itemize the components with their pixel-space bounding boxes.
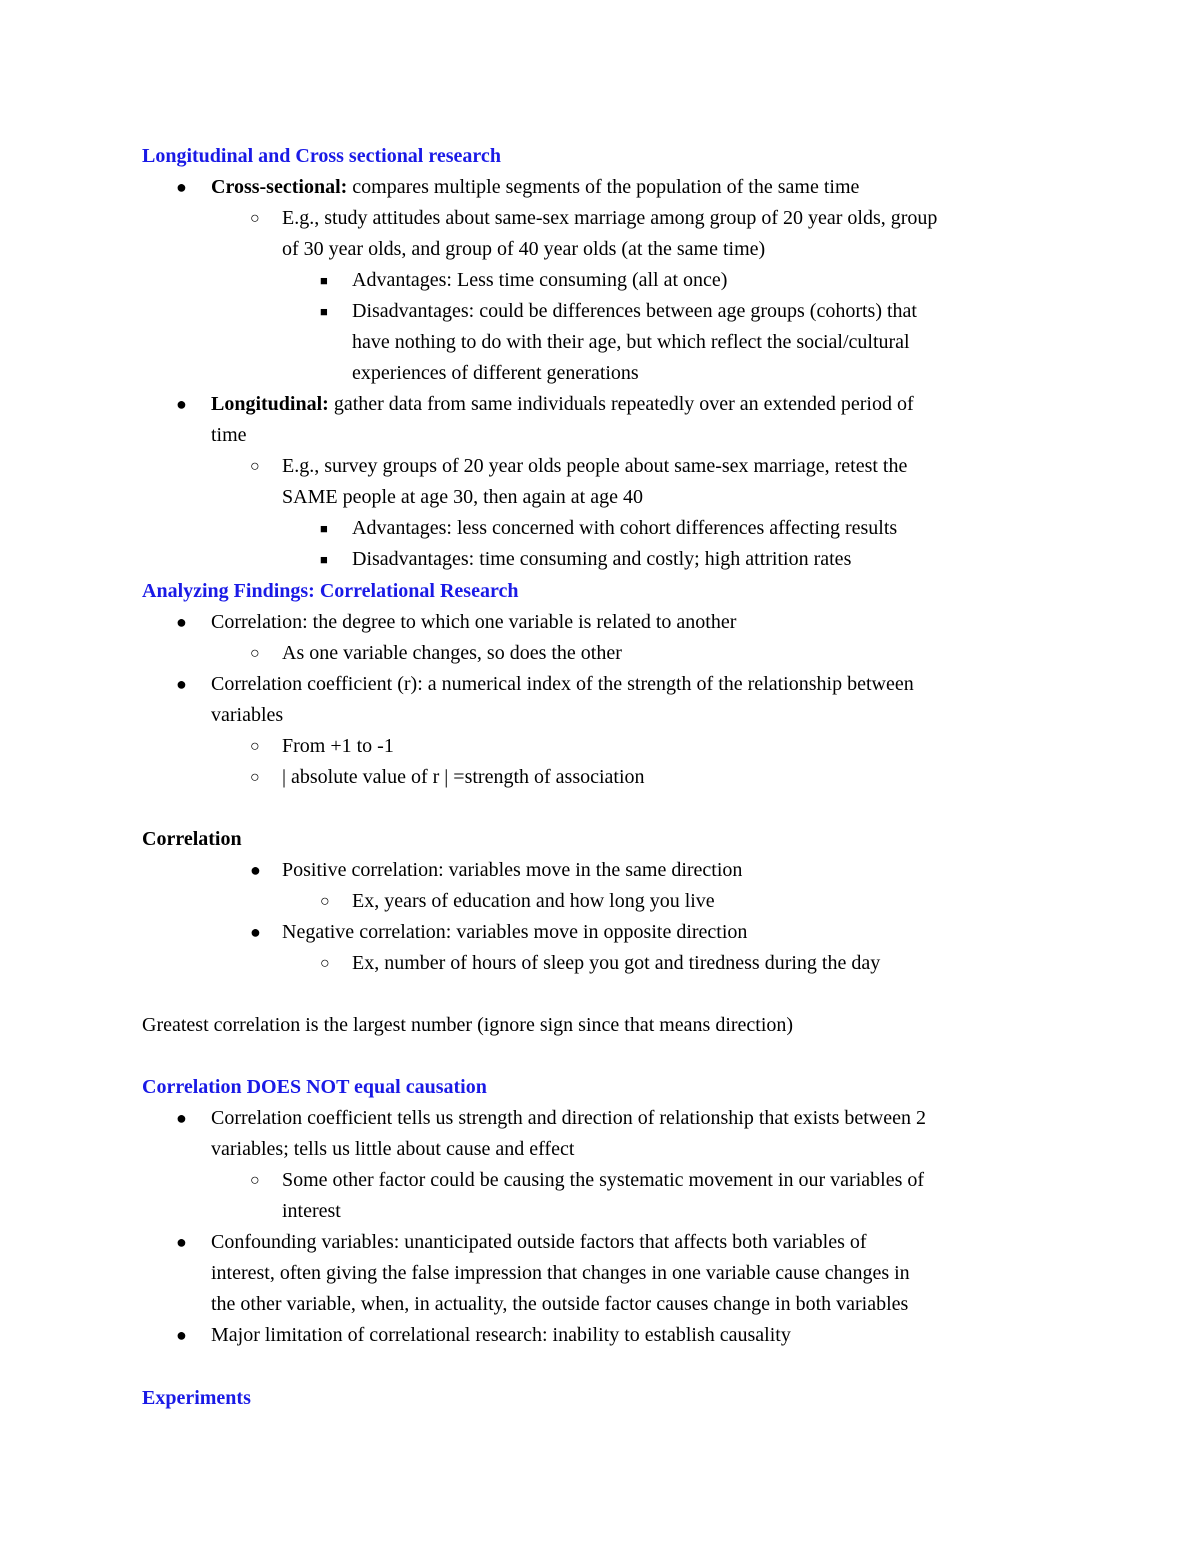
bullet-circle-icon: ○ [250, 458, 260, 475]
cross-sectional-item [211, 172, 859, 203]
longitudinal-example-line-2: SAME people at age 30, then again at age 40 [282, 486, 643, 508]
bullet-circle-icon: ○ [320, 955, 330, 972]
heading-correlational-research: Analyzing Findings: Correlational Research [142, 580, 519, 602]
correlation-definition: Correlation: the degree to which one variable is related to another [211, 611, 737, 633]
bullet-disc-icon: ● [250, 922, 261, 942]
coefficient-strength-line-1: Correlation coefficient tells us strength and direction of relationship that exists between 2 [211, 1107, 926, 1129]
bullet-disc-icon: ● [176, 612, 187, 632]
cross-sectional-disadvantages-line-3: experiences of different generations [352, 362, 639, 384]
heading-correlation: Correlation [142, 828, 242, 850]
bullet-square-icon: ■ [320, 273, 328, 288]
longitudinal-def-line-2: time [211, 424, 247, 446]
bullet-circle-icon: ○ [250, 1172, 260, 1189]
cross-sectional-disadvantages-line-1: Disadvantages: could be differences between age groups (cohorts) that [352, 300, 917, 322]
heading-longitudinal-cross-sectional: Longitudinal and Cross sectional research [142, 145, 501, 167]
bullet-disc-icon: ● [176, 674, 187, 694]
correlation-coefficient-line-1: Correlation coefficient (r): a numerical index of the strength of the relationship between [211, 673, 914, 695]
coefficient-absolute-value: | absolute value of r | =strength of association [282, 766, 645, 788]
bullet-disc-icon: ● [176, 1232, 187, 1252]
bullet-square-icon: ■ [320, 521, 328, 536]
bullet-circle-icon: ○ [320, 893, 330, 910]
longitudinal-def: gather data from same individuals repeatedly over an extended period of [328, 393, 914, 415]
positive-correlation: Positive correlation: variables move in the same direction [282, 859, 743, 881]
cross-sectional-example-line-1: E.g., study attitudes about same-sex marriage among group of 20 year olds, group [282, 207, 938, 229]
heading-correlation-not-causation: Correlation DOES NOT equal causation [142, 1076, 487, 1098]
bullet-disc-icon: ● [176, 177, 187, 197]
negative-correlation: Negative correlation: variables move in opposite direction [282, 921, 748, 943]
bullet-circle-icon: ○ [250, 210, 260, 227]
negative-correlation-example: Ex, number of hours of sleep you got and tiredness during the day [352, 952, 881, 974]
heading-experiments: Experiments [142, 1387, 251, 1409]
bullet-circle-icon: ○ [250, 738, 260, 755]
longitudinal-advantages: Advantages: less concerned with cohort differences affecting results [352, 517, 898, 539]
confounding-variables-line-3: the other variable, when, in actuality, the outside factor causes change in both variables [211, 1293, 909, 1315]
bullet-square-icon: ■ [320, 304, 328, 319]
confounding-variables-line-1: Confounding variables: unanticipated outside factors that affects both variables of [211, 1231, 867, 1253]
correlation-coefficient-line-2: variables [211, 704, 284, 726]
cross-sectional-example-line-2: of 30 year olds, and group of 40 year olds (at the same time) [282, 238, 766, 260]
longitudinal-disadvantages: Disadvantages: time consuming and costly; high attrition rates [352, 548, 852, 570]
major-limitation: Major limitation of correlational research: inability to establish causality [211, 1324, 791, 1346]
confounding-variables-line-2: interest, often giving the false impression that changes in one variable cause changes in [211, 1262, 910, 1284]
cross-sectional-disadvantages-line-2: have nothing to do with their age, but which reflect the social/cultural [352, 331, 910, 353]
correlation-sub: As one variable changes, so does the other [282, 642, 622, 664]
other-factor-line-1: Some other factor could be causing the systematic movement in our variables of [282, 1169, 925, 1191]
bullet-circle-icon: ○ [250, 769, 260, 786]
positive-correlation-example: Ex, years of education and how long you live [352, 890, 715, 912]
coefficient-range: From +1 to -1 [282, 735, 394, 757]
greatest-correlation-note: Greatest correlation is the largest number (ignore sign since that means direction) [142, 1014, 794, 1036]
cross-sectional-def: compares multiple segments of the population of the same time [347, 176, 860, 198]
bullet-circle-icon: ○ [250, 645, 260, 662]
bullet-disc-icon: ● [250, 860, 261, 880]
cross-sectional-term: Cross-sectional: [211, 176, 348, 198]
longitudinal-term: Longitudinal: [211, 393, 329, 415]
other-factor-line-2: interest [282, 1200, 341, 1222]
bullet-disc-icon: ● [176, 1108, 187, 1128]
longitudinal-example-line-1: E.g., survey groups of 20 year olds people about same-sex marriage, retest the [282, 455, 908, 477]
coefficient-strength-line-2: variables; tells us little about cause and effect [211, 1138, 575, 1160]
bullet-disc-icon: ● [176, 394, 187, 414]
bullet-square-icon: ■ [320, 552, 328, 567]
cross-sectional-advantages: Advantages: Less time consuming (all at once) [352, 269, 728, 291]
bullet-disc-icon: ● [176, 1325, 187, 1345]
longitudinal-item [211, 389, 914, 420]
